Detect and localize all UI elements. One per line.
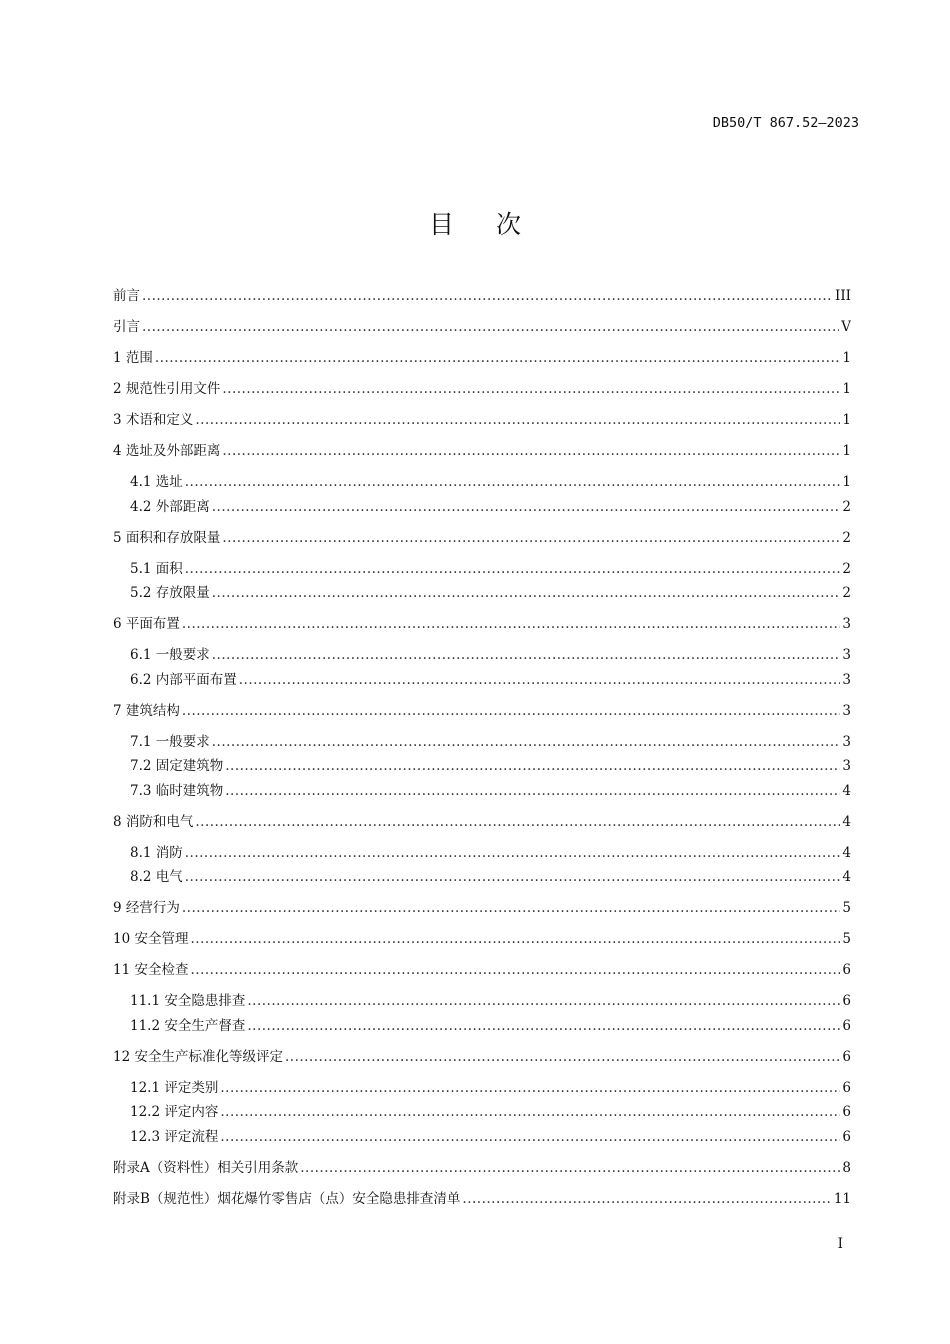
toc-entry-page: 2: [842, 498, 851, 515]
toc-entry-label: 4.1 选址: [130, 474, 183, 490]
toc-entry-page: 1: [842, 443, 851, 459]
toc-entry[interactable]: [113, 896, 851, 921]
toc-leader-dots: [462, 1187, 831, 1212]
toc-leader-dots: [182, 612, 841, 637]
toc-entry[interactable]: [113, 439, 851, 464]
toc-leader-dots: [212, 581, 841, 606]
toc-entry-page: 1: [842, 474, 851, 490]
toc-entry[interactable]: [113, 315, 851, 340]
toc-entry-page: 6: [842, 962, 851, 978]
toc-entry[interactable]: [113, 1014, 851, 1039]
toc-entry-page: 3: [842, 616, 851, 632]
toc-leader-dots: [195, 408, 840, 433]
toc-leader-dots: [220, 1076, 840, 1101]
toc-leader-dots: [247, 989, 840, 1014]
toc-entry[interactable]: [113, 989, 851, 1014]
toc-entry-label: 8.2 电气: [130, 869, 183, 885]
toc-leader-dots: [222, 439, 840, 464]
toc-leader-dots: [239, 668, 841, 693]
toc-entry-label: 12.1 评定类别: [130, 1079, 219, 1096]
toc-entry-page: 4: [842, 782, 851, 799]
toc-entry-page: 3: [842, 702, 851, 719]
toc-leader-dots: [185, 841, 841, 866]
toc-leader-dots: [225, 779, 840, 804]
toc-leader-dots: [185, 865, 841, 890]
toc-entry-label: 9 经营行为: [113, 900, 180, 916]
toc-entry-page: 8: [842, 1159, 851, 1176]
toc-entry[interactable]: [113, 668, 851, 693]
toc-entry-label: 12 安全生产标准化等级评定: [113, 1048, 283, 1065]
toc-entry-label: 附录A（资料性）相关引用条款: [113, 1159, 299, 1176]
toc-entry-page: 5: [842, 931, 851, 947]
toc-entry[interactable]: [113, 470, 851, 495]
toc-leader-dots: [220, 1100, 840, 1125]
toc-entry-label: 11.1 安全隐患排查: [130, 993, 246, 1009]
toc-entry-label: 11 安全检查: [113, 962, 189, 978]
toc-entry-page: 2: [842, 560, 851, 577]
toc-entry-page: 2: [842, 585, 851, 601]
toc-entry-page: 6: [842, 1104, 851, 1120]
toc-leader-dots: [190, 927, 840, 952]
toc-entry[interactable]: [113, 581, 851, 606]
page-title: 目次: [428, 210, 563, 239]
toc-entry[interactable]: [113, 1125, 851, 1150]
toc-entry-label: 4.2 外部距离: [130, 498, 210, 515]
toc-entry-page: 3: [842, 758, 851, 774]
toc-entry-label: 3 术语和定义: [113, 412, 194, 428]
toc-entry-label: 2 规范性引用文件: [113, 381, 221, 397]
toc-entry[interactable]: [113, 1076, 851, 1101]
toc-entry-page: III: [835, 288, 851, 304]
toc-leader-dots: [222, 377, 840, 402]
toc-leader-dots: [182, 699, 841, 724]
toc-entry-label: 4 选址及外部距离: [113, 443, 221, 459]
toc-leader-dots: [212, 643, 841, 668]
toc-leader-dots: [222, 526, 840, 551]
toc-entry-page: 1: [842, 381, 851, 397]
toc-entry[interactable]: [113, 730, 851, 755]
toc-entry[interactable]: [113, 754, 851, 779]
toc-entry-label: 10 安全管理: [113, 931, 189, 947]
toc-leader-dots: [142, 284, 833, 309]
toc-entry[interactable]: [113, 643, 851, 668]
toc-entry-label: 7.3 临时建筑物: [130, 782, 224, 799]
toc-entry-label: 7.1 一般要求: [130, 733, 210, 750]
toc-entry-page: 3: [842, 671, 851, 688]
toc-entry-label: 8 消防和电气: [113, 813, 194, 830]
toc-leader-dots: [182, 896, 841, 921]
toc-entry-label: 6.1 一般要求: [130, 647, 210, 663]
toc-leader-dots: [142, 315, 839, 340]
toc-leader-dots: [212, 730, 841, 755]
toc-entry-label: 6 平面布置: [113, 616, 180, 632]
toc-entry[interactable]: [113, 346, 851, 371]
toc-entry-page: 6: [842, 1017, 851, 1034]
document-code: DB50/T 867.52—2023: [712, 115, 859, 131]
toc-entry-page: 11: [833, 1190, 851, 1207]
toc-entry-page: 1: [842, 350, 851, 366]
toc-entry-page: 4: [842, 844, 851, 861]
toc-entry-page: 5: [842, 900, 851, 916]
toc-entry-label: 5.1 面积: [130, 560, 183, 577]
toc-entry-label: 11.2 安全生产督查: [130, 1017, 246, 1034]
toc-entry[interactable]: [113, 927, 851, 952]
toc-entry[interactable]: [113, 526, 851, 551]
toc-entry[interactable]: [113, 1187, 851, 1212]
toc-entry-page: 6: [842, 1128, 851, 1145]
toc-entry-page: V: [841, 319, 851, 335]
toc-leader-dots: [285, 1045, 840, 1070]
toc-entry[interactable]: [113, 1045, 851, 1070]
toc-entry-label: 5 面积和存放限量: [113, 529, 221, 546]
toc-entry[interactable]: [113, 408, 851, 433]
toc-entry-page: 4: [842, 813, 851, 830]
toc-entry-label: 7.2 固定建筑物: [130, 758, 224, 774]
toc-leader-dots: [195, 810, 840, 835]
toc-entry-page: 1: [842, 412, 851, 428]
toc-entry-label: 12.2 评定内容: [130, 1104, 219, 1120]
toc-entry[interactable]: [113, 841, 851, 866]
toc-entry[interactable]: [113, 1100, 851, 1125]
toc-entry-label: 附录B（规范性）烟花爆竹零售店（点）安全隐患排查清单: [113, 1190, 461, 1207]
toc-leader-dots: [225, 754, 840, 779]
toc-entry-page: 2: [842, 529, 851, 546]
toc-leader-dots: [155, 346, 841, 371]
toc-entry[interactable]: [113, 612, 851, 637]
toc-entry-page: 4: [842, 869, 851, 885]
toc-leader-dots: [185, 557, 841, 582]
toc-leader-dots: [220, 1125, 840, 1150]
toc-entry-page: 6: [842, 1079, 851, 1096]
toc-entry[interactable]: [113, 284, 851, 309]
toc-leader-dots: [190, 958, 840, 983]
toc-entry[interactable]: [113, 1156, 851, 1181]
toc-entry[interactable]: [113, 377, 851, 402]
toc-entry-page: 3: [842, 733, 851, 750]
toc-entry-page: 6: [842, 1048, 851, 1065]
toc-entry-label: 前言: [113, 288, 140, 304]
toc-entry[interactable]: [113, 779, 851, 804]
toc-entry[interactable]: [113, 495, 851, 520]
toc-entry-label: 6.2 内部平面布置: [130, 671, 237, 688]
toc-entry[interactable]: [113, 958, 851, 983]
toc-entry-page: 6: [842, 993, 851, 1009]
toc-entry[interactable]: [113, 865, 851, 890]
page-number: I: [837, 1236, 843, 1252]
toc-entry[interactable]: [113, 699, 851, 724]
toc-entry[interactable]: [113, 810, 851, 835]
toc-entry-label: 1 范围: [113, 350, 153, 366]
toc-entry[interactable]: [113, 557, 851, 582]
toc-entry-page: 3: [842, 647, 851, 663]
toc-entry-label: 引言: [113, 319, 140, 335]
toc-entry-label: 7 建筑结构: [113, 702, 180, 719]
toc-entry-label: 8.1 消防: [130, 844, 183, 861]
toc-entry-label: 5.2 存放限量: [130, 585, 210, 601]
toc-leader-dots: [185, 470, 841, 495]
toc-leader-dots: [212, 495, 841, 520]
toc-entry-label: 12.3 评定流程: [130, 1128, 219, 1145]
toc-leader-dots: [300, 1156, 840, 1181]
toc-leader-dots: [247, 1014, 840, 1039]
table-of-contents: [113, 284, 851, 1211]
